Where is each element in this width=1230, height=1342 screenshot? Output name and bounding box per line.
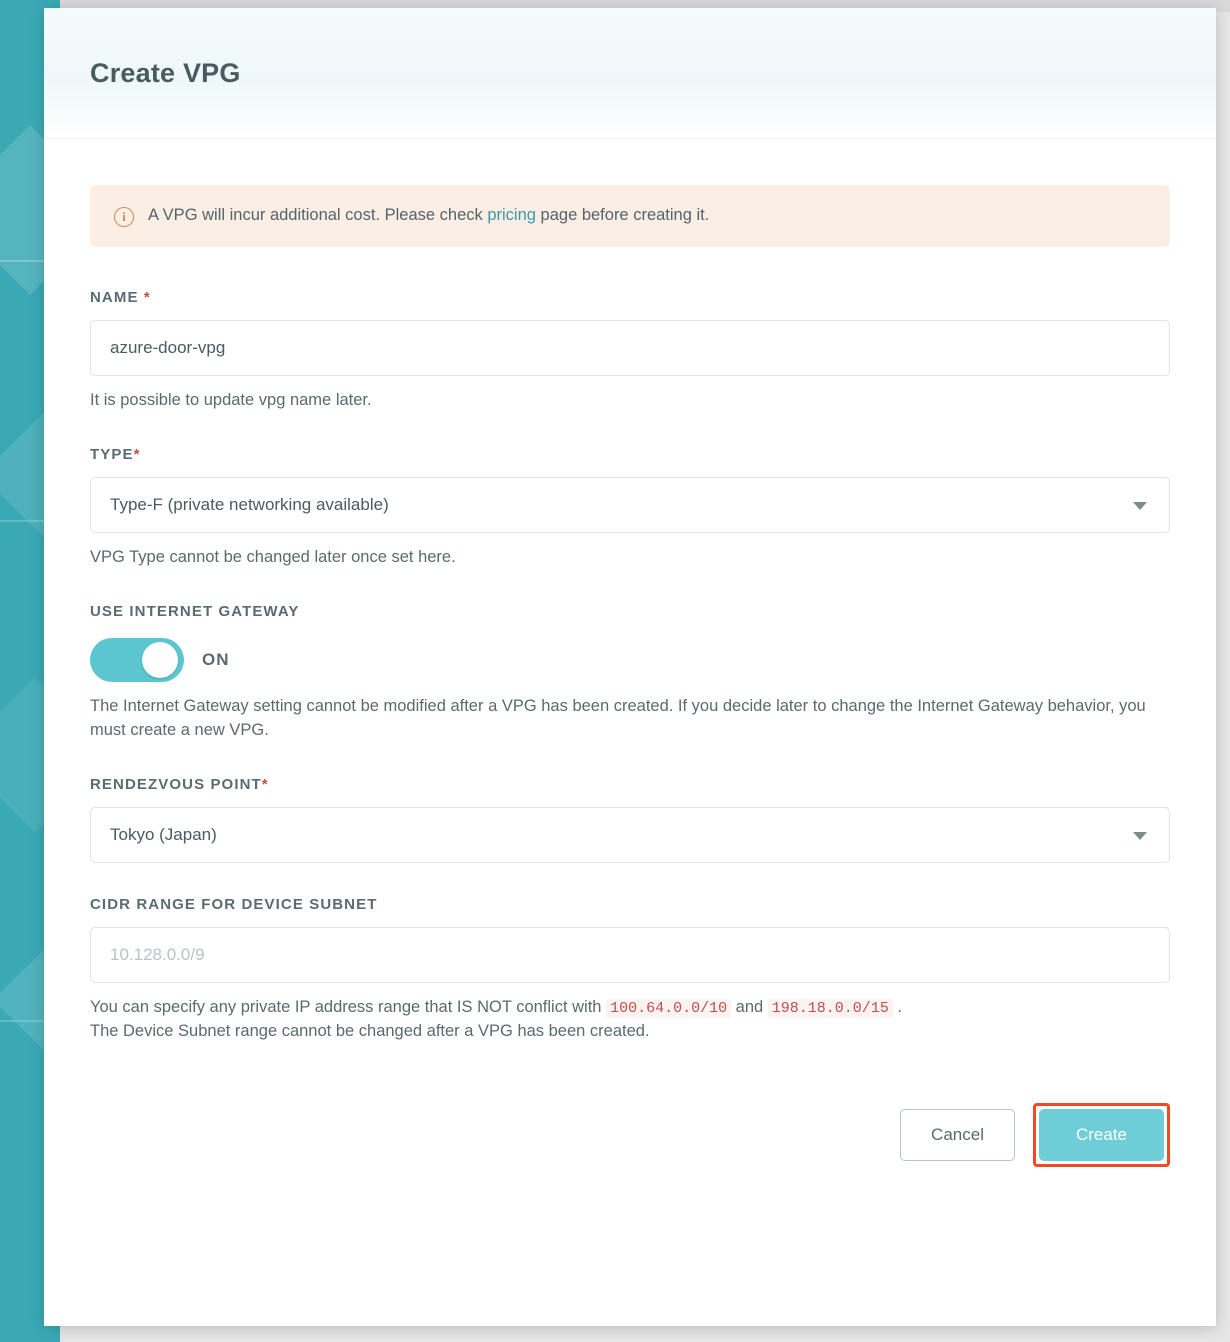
cost-warning-text bbox=[148, 205, 709, 226]
create-button-highlight bbox=[1033, 1103, 1170, 1167]
cidr-help-line2: The Device Subnet range cannot be changed after a VPG has been created. bbox=[90, 1021, 650, 1040]
dialog-body bbox=[44, 139, 1216, 1044]
dialog-footer bbox=[44, 1077, 1216, 1207]
cost-warning-banner bbox=[90, 185, 1170, 247]
internet-gateway-group bbox=[90, 603, 1170, 743]
name-field-group bbox=[90, 289, 1170, 413]
dialog-title: Create VPG bbox=[90, 57, 241, 88]
cidr-help-part1: You can specify any private IP address range that IS NOT conflict with bbox=[90, 997, 607, 1016]
chevron-down-icon bbox=[1133, 832, 1147, 840]
name-required-marker: * bbox=[143, 289, 151, 306]
rendezvous-point-label bbox=[90, 776, 1170, 793]
name-label bbox=[90, 289, 1170, 306]
dialog-header bbox=[44, 8, 1216, 139]
type-help-text: VPG Type cannot be changed later once set here. bbox=[90, 547, 456, 566]
cost-warning-text-before: A VPG will incur additional cost. Please check bbox=[148, 206, 488, 224]
type-label-text: TYPE bbox=[90, 445, 134, 463]
type-select[interactable] bbox=[90, 477, 1170, 533]
cidr-range-help-text bbox=[90, 996, 1170, 1044]
rendezvous-point-group bbox=[90, 776, 1170, 863]
internet-gateway-label: USE INTERNET GATEWAY bbox=[90, 602, 300, 620]
cidr-help-code2: 198.18.0.0/15 bbox=[768, 999, 893, 1018]
info-circle-icon: i bbox=[114, 207, 134, 227]
name-input[interactable]: azure-door-vpg bbox=[90, 320, 1170, 376]
rendezvous-point-label-text: RENDEZVOUS POINT bbox=[90, 775, 262, 793]
create-button[interactable]: Create bbox=[1039, 1109, 1164, 1161]
internet-gateway-help-text: The Internet Gateway setting cannot be modified after a VPG has been created. If you decide later to change the Internet Gateway behavior, you must create a new VPG. bbox=[90, 696, 1146, 739]
name-label-text: NAME bbox=[90, 289, 139, 306]
cancel-button[interactable]: Cancel bbox=[900, 1109, 1015, 1161]
pricing-link[interactable]: pricing bbox=[487, 206, 536, 224]
toggle-knob bbox=[142, 642, 178, 678]
cidr-range-input[interactable]: 10.128.0.0/9 bbox=[90, 927, 1170, 983]
cidr-help-part2: and bbox=[731, 997, 768, 1016]
create-vpg-dialog bbox=[44, 8, 1216, 1326]
rendezvous-point-required-marker: * bbox=[261, 775, 269, 793]
internet-gateway-state-label: ON bbox=[202, 649, 230, 669]
chevron-down-icon bbox=[1133, 502, 1147, 510]
type-label bbox=[90, 446, 1170, 463]
type-required-marker: * bbox=[133, 445, 141, 463]
rendezvous-point-select[interactable] bbox=[90, 807, 1170, 863]
internet-gateway-toggle-row bbox=[90, 638, 1170, 682]
cost-warning-text-after: page before creating it. bbox=[535, 206, 710, 224]
internet-gateway-toggle[interactable] bbox=[90, 638, 184, 682]
name-help-text: It is possible to update vpg name later. bbox=[90, 391, 372, 409]
rendezvous-point-select-value: Tokyo (Japan) bbox=[110, 824, 217, 844]
cidr-help-code1: 100.64.0.0/10 bbox=[606, 999, 731, 1018]
cidr-range-label: CIDR RANGE FOR DEVICE SUBNET bbox=[90, 895, 378, 913]
cidr-help-part3: . bbox=[892, 997, 902, 1016]
cidr-range-group bbox=[90, 896, 1170, 1044]
type-select-value: Type-F (private networking available) bbox=[110, 494, 389, 514]
type-field-group bbox=[90, 446, 1170, 570]
